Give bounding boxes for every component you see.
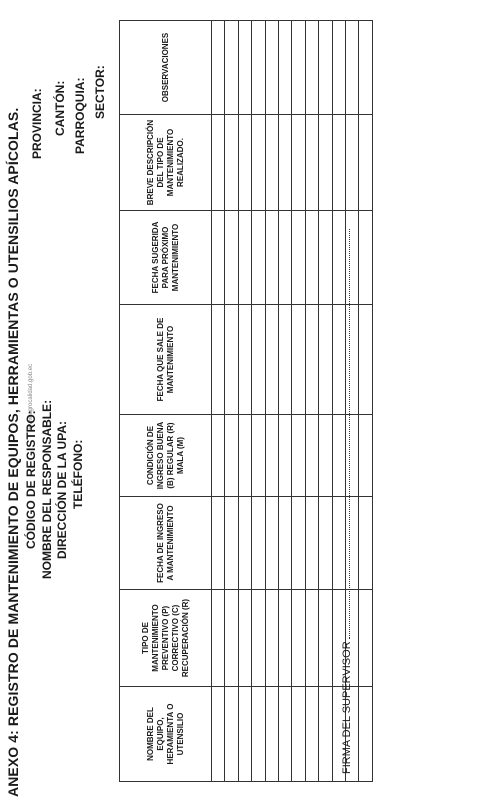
table-cell[interactable] xyxy=(305,115,318,211)
table-cell[interactable] xyxy=(278,687,291,782)
table-cell[interactable] xyxy=(278,115,291,211)
table-cell[interactable] xyxy=(225,687,238,782)
table-cell[interactable] xyxy=(278,497,291,590)
table-cell[interactable] xyxy=(225,415,238,497)
table-cell[interactable] xyxy=(225,115,238,211)
table-cell[interactable] xyxy=(225,590,238,687)
table-cell[interactable] xyxy=(252,305,265,415)
form-title: ANEXO 4: REGISTRO DE MANTENIMIENTO DE EQUIPOS, HERRAMIENTAS O UTENSILIOS APÍCOLAS. xyxy=(5,107,21,797)
table-cell[interactable] xyxy=(359,115,372,211)
field-direccion: DIRECCIÓN DE LA UPA: xyxy=(55,421,69,559)
table-cell[interactable] xyxy=(319,211,332,305)
table-cell[interactable] xyxy=(252,21,265,115)
table-cell[interactable] xyxy=(359,497,372,590)
table-cell[interactable] xyxy=(292,211,305,305)
table-cell[interactable] xyxy=(212,687,225,782)
table-cell[interactable] xyxy=(238,415,251,497)
table-cell[interactable] xyxy=(252,687,265,782)
table-cell[interactable] xyxy=(319,115,332,211)
col-fecha-ingreso: FECHA DE INGRESO A MANTENIMIENTO xyxy=(120,497,212,590)
table-row xyxy=(359,21,372,782)
table-cell[interactable] xyxy=(305,415,318,497)
table-cell[interactable] xyxy=(265,497,278,590)
col-fecha-sugerida: FECHA SUGERIDA PARA PRÓXIMO MANTENIMIENTO xyxy=(120,211,212,305)
field-parroquia: PARROQUIA: xyxy=(73,77,87,154)
table-cell[interactable] xyxy=(265,211,278,305)
table-cell[interactable] xyxy=(212,497,225,590)
signature-dotted-line xyxy=(349,229,350,639)
field-provincia: PROVINCIA: xyxy=(30,88,44,159)
table-cell[interactable] xyxy=(319,590,332,687)
table-row xyxy=(225,21,238,782)
table-cell[interactable] xyxy=(252,497,265,590)
watermark-url: www.agrocalidad.gob.ec xyxy=(28,363,34,429)
col-descripcion: BREVE DESCRIPCIÓN DEL TIPO DE MANTENIMIENTO REALIZADO. xyxy=(120,115,212,211)
table-cell[interactable] xyxy=(359,687,372,782)
table-cell[interactable] xyxy=(359,415,372,497)
table-cell[interactable] xyxy=(292,115,305,211)
table-row xyxy=(305,21,318,782)
table-row xyxy=(278,21,291,782)
table-cell[interactable] xyxy=(238,497,251,590)
table-cell[interactable] xyxy=(345,21,358,115)
table-cell[interactable] xyxy=(278,21,291,115)
table-cell[interactable] xyxy=(238,590,251,687)
table-cell[interactable] xyxy=(305,211,318,305)
table-cell[interactable] xyxy=(319,21,332,115)
table-cell[interactable] xyxy=(278,415,291,497)
signature-line xyxy=(341,229,353,774)
table-cell[interactable] xyxy=(212,211,225,305)
table-cell[interactable] xyxy=(252,211,265,305)
table-header-row xyxy=(120,21,212,782)
table-cell[interactable] xyxy=(265,415,278,497)
table-cell[interactable] xyxy=(292,305,305,415)
col-tipo-mantenimiento: TIPO DE MANTENIMIENTO PREVENTIVO (P) CORRECTIVO (C) RECUPERACIÓN (R) xyxy=(120,590,212,687)
field-telefono: TELÉFONO: xyxy=(70,439,85,509)
table-cell[interactable] xyxy=(305,590,318,687)
table-cell[interactable] xyxy=(305,305,318,415)
table-cell[interactable] xyxy=(278,305,291,415)
table-cell[interactable] xyxy=(265,115,278,211)
table-row xyxy=(252,21,265,782)
table-cell[interactable] xyxy=(345,115,358,211)
table-cell[interactable] xyxy=(332,21,345,115)
table-cell[interactable] xyxy=(359,305,372,415)
table-cell[interactable] xyxy=(292,21,305,115)
field-responsable: NOMBRE DEL RESPONSABLE: xyxy=(39,399,54,579)
table-cell[interactable] xyxy=(305,21,318,115)
table-cell[interactable] xyxy=(265,21,278,115)
table-cell[interactable] xyxy=(359,21,372,115)
field-canton: CANTÓN: xyxy=(53,80,67,136)
table-cell[interactable] xyxy=(265,305,278,415)
table-cell[interactable] xyxy=(292,687,305,782)
table-cell[interactable] xyxy=(238,687,251,782)
field-sector: SECTOR: xyxy=(93,65,107,119)
table-cell[interactable] xyxy=(292,497,305,590)
table-cell[interactable] xyxy=(278,211,291,305)
table-cell[interactable] xyxy=(278,590,291,687)
table-cell[interactable] xyxy=(212,115,225,211)
table-cell[interactable] xyxy=(212,305,225,415)
table-cell[interactable] xyxy=(212,590,225,687)
table-cell[interactable] xyxy=(265,590,278,687)
table-row xyxy=(292,21,305,782)
col-observaciones: OBSERVACIONES xyxy=(120,21,212,115)
col-nombre-equipo: NOMBRE DEL EQUIPO, HERAMIENTA O UTENSILIO xyxy=(120,687,212,782)
registry-fields xyxy=(24,399,86,579)
table-cell[interactable] xyxy=(212,415,225,497)
table-cell[interactable] xyxy=(225,305,238,415)
signature-label: FIRMA DEL SUPERVISOR xyxy=(341,641,353,774)
table-cell[interactable] xyxy=(265,687,278,782)
table-cell[interactable] xyxy=(225,211,238,305)
table-cell[interactable] xyxy=(332,115,345,211)
table-cell[interactable] xyxy=(225,21,238,115)
table-cell[interactable] xyxy=(292,590,305,687)
field-codigo: CÓDIGO DE REGISTRO: xyxy=(24,410,38,549)
table-cell[interactable] xyxy=(238,21,251,115)
table-cell[interactable] xyxy=(319,415,332,497)
col-condicion-ingreso: CONDICIÓN DE INGRESO BUENA (B) REGULAR (R) MALA (M) xyxy=(120,415,212,497)
table-cell[interactable] xyxy=(212,21,225,115)
table-cell[interactable] xyxy=(252,590,265,687)
table-cell[interactable] xyxy=(252,115,265,211)
table-cell[interactable] xyxy=(225,497,238,590)
table-cell[interactable] xyxy=(305,687,318,782)
maintenance-table xyxy=(119,20,373,782)
table-cell[interactable] xyxy=(359,211,372,305)
table-cell[interactable] xyxy=(252,415,265,497)
table-cell[interactable] xyxy=(305,497,318,590)
table-row xyxy=(319,21,332,782)
table-row xyxy=(212,21,225,782)
table-cell[interactable] xyxy=(238,305,251,415)
table-cell[interactable] xyxy=(319,497,332,590)
table-cell[interactable] xyxy=(292,415,305,497)
table-cell[interactable] xyxy=(238,115,251,211)
table-row xyxy=(238,21,251,782)
table-cell[interactable] xyxy=(359,590,372,687)
table-cell[interactable] xyxy=(319,305,332,415)
col-fecha-salida: FECHA QUE SALE DE MANTENIMIENTO xyxy=(120,305,212,415)
table-cell[interactable] xyxy=(319,687,332,782)
table-row xyxy=(265,21,278,782)
table-cell[interactable] xyxy=(238,211,251,305)
